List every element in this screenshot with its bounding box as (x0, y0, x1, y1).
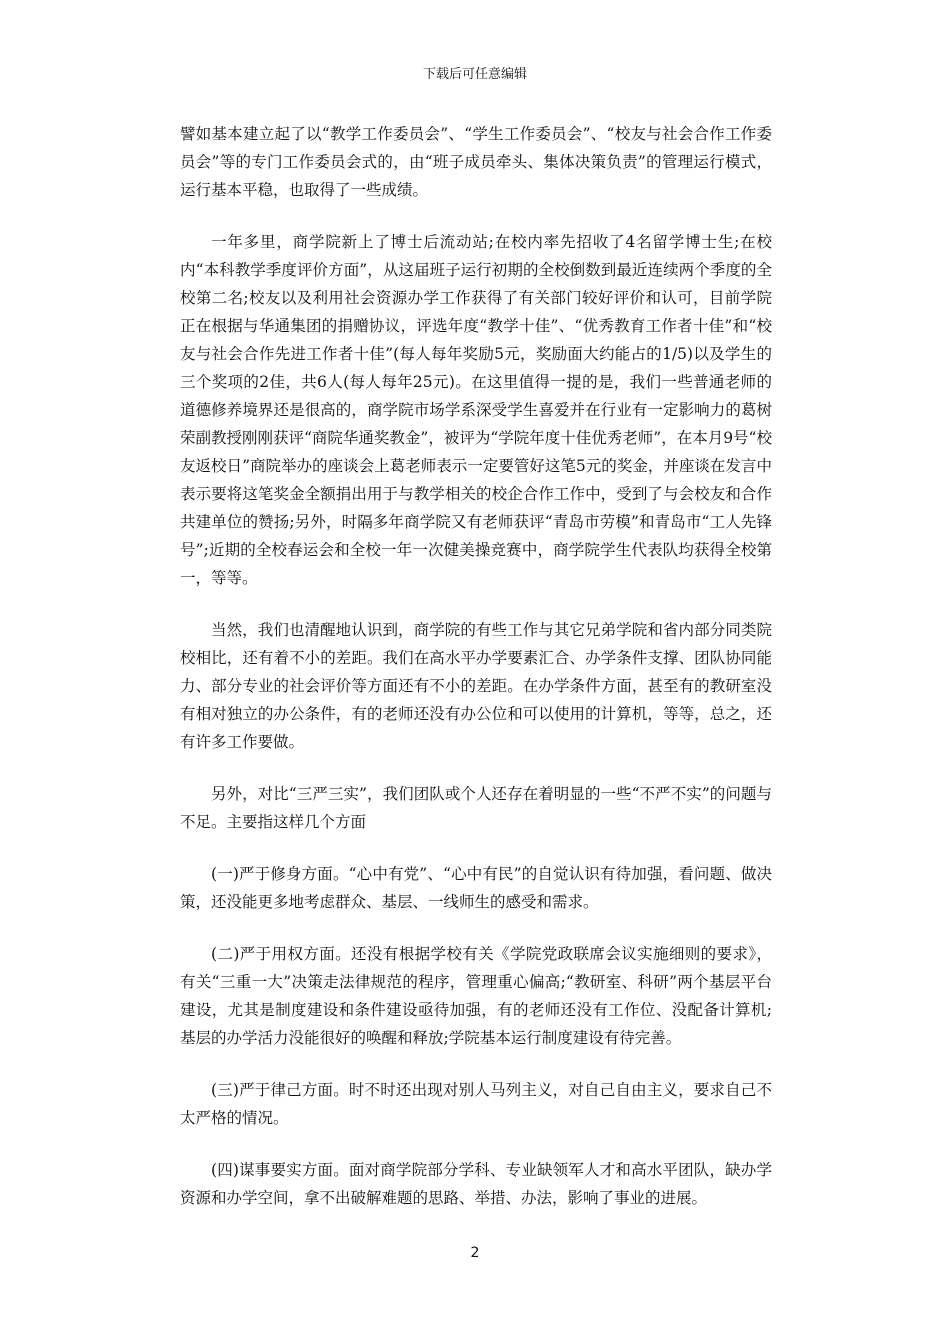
paragraph-item-4: (四)谋事要实方面。面对商学院部分学科、专业缺领军人才和高水平团队，缺办学资源和办学空间，拿不出破解难题的思路、举措、办法，影响了事业的进展。 (180, 1161, 772, 1207)
paragraph-item-3: (三)严于律己方面。时不时还出现对别人马列主义，对自己自由主义，要求自己不太严格的情况。 (180, 1081, 772, 1127)
paragraph-item-1: (一)严于修身方面。“心中有党”、“心中有民”的自觉认识有待加强，看问题、做决策，还没能更多地考虑群众、基层、一线师生的感受和需求。 (180, 865, 772, 911)
paragraph-shortcomings-intro: 另外，对比“三严三实”，我们团队或个人还存在着明显的一些“不严不实”的问题与不足。主要指这样几个方面 (180, 785, 772, 831)
paragraph-achievements: 一年多里，商学院新上了博士后流动站;在校内率先招收了4名留学博士生;在校内“本科教学季度评价方面”，从这届班子运行初期的全校倒数到最近连续两个季度的全校第二名;校友以及利用社会资源办学工作获得了有关部门较好评价和认可，目前学院正在根据与华通集团的捐赠协议，评选年度“教学十佳”、“优秀教育工作者十佳”和“校友与社会合作先进工作者十佳”(每人每年奖励5元，奖励面大约能占的1/5)以及学生的三个奖项的2佳，共6人(每人每年25元)。在这里值得一提的是，我们一些普通老师的道德修养境界还是很高的，商学院市场学系深受学生喜爱并在行业有一定影响力的葛树荣副教授刚刚获评“商院华通奖教金”，被评为“学院年度十佳优秀老师”，在本月9号“校友返校日”商院举办的座谈会上葛老师表示一定要管好这笔5元的奖金，并座谈在发言中表示要将这笔奖金全额捐出用于与教学相关的校企合作工作中，受到了与会校友和合作共建单位的赞扬;另外，时隔多年商学院又有老师获评“青岛市劳模”和青岛市“工人先锋号”;近期的全校春运会和全校一年一次健美操竞赛中，商学院学生代表队均获得全校第一，等等。 (180, 233, 772, 587)
page-number: 2 (470, 1245, 480, 1261)
page-header: 下载后可任意编辑 (422, 67, 527, 82)
paragraph-continuation: 譬如基本建立起了以“教学工作委员会”、“学生工作委员会”、“校友与社会合作工作委员会”等的专门工作委员会式的，由“班子成员牵头、集体决策负责”的管理运行模式，运行基本平稳，也取得了一些成绩。 (180, 125, 772, 199)
paragraph-gaps: 当然，我们也清醒地认识到，商学院的有些工作与其它兄弟学院和省内部分同类院校相比，还有着不小的差距。我们在高水平办学要素汇合、办学条件支撑、团队协同能力、部分专业的社会评价等方面还有不小的差距。在办学条件方面，甚至有的教研室没有相对独立的办公条件，有的老师还没有办公位和可以使用的计算机，等等，总之，还有许多工作要做。 (180, 621, 772, 751)
paragraph-item-2: (二)严于用权方面。还没有根据学校有关《学院党政联席会议实施细则的要求》，有关“三重一大”决策走法律规范的程序，管理重心偏高;“教研室、科研”两个基层平台建设，尤其是制度建设和条件建设亟待加强，有的老师还没有工作位、没配备计算机;基层的办学活力没能很好的唤醒和释放;学院基本运行制度建设有待完善。 (180, 945, 772, 1047)
document-body (180, 120, 772, 1236)
